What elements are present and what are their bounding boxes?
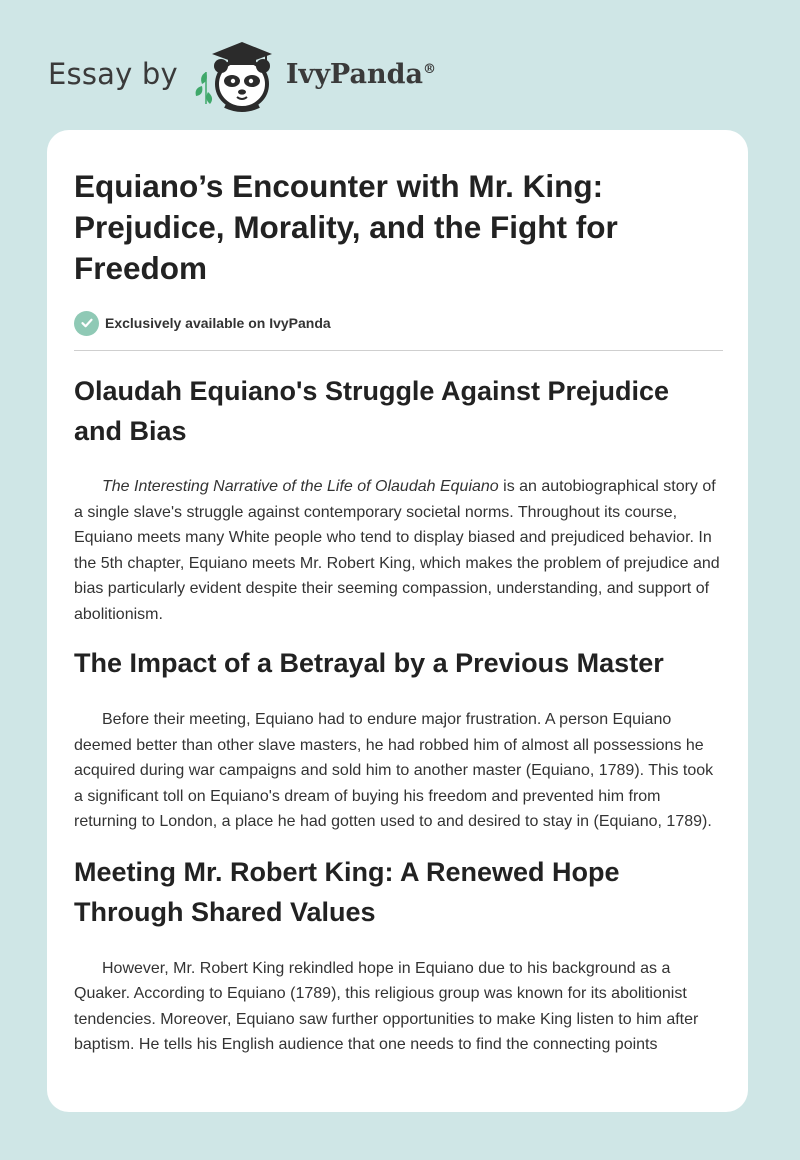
exclusive-badge [74,310,723,336]
section-paragraph: The Interesting Narrative of the Life of Olaudah Equiano is an autobiographical story of a single slave's struggle against contemporary societal norms. Throughout its course, Equiano meets many White people who tend to display biased and prejudiced behavior. In the 5th chapter, Equiano meets Mr. Robert King, which makes the problem of prejudice and bias particularly evident despite their seeming compassion, understanding, and support of abolitionism. [74,478,720,623]
checkmark-icon [74,311,99,336]
book-title: The Interesting Narrative of the Life of Olaudah Equiano [102,478,499,495]
panda-graduate-icon [192,34,282,114]
brand-name: IvyPanda® [285,58,436,90]
section-heading: Olaudah Equiano's Struggle Against Prejudice and Bias [74,376,670,446]
registered-mark: ® [422,61,436,77]
site-header [48,34,436,114]
essay-card [47,130,748,1112]
section-paragraph: However, Mr. Robert King rekindled hope in Equiano due to his background as a Quaker. According to Equiano (1789), this religious group was known for its abolitionist tendencies. Moreover, Equiano saw further opportunities to make King listen to him after baptism. He tells his English audience that one needs to find the connecting points [74,959,699,1053]
section-paragraph: Before their meeting, Equiano had to endure major frustration. A person Equiano deemed better than other slave masters, he had robbed him of almost all possessions he acquired during war campaigns and sold him to another master (Equiano, 1789). This took a significant toll on Equiano's dream of buying his freedom and prevented him from returning to London, a place he had gotten used to and desired to stay in (Equiano, 1789). [74,711,714,830]
divider [74,350,723,351]
section-heading: Meeting Mr. Robert King: A Renewed Hope Through Shared Values [74,856,620,927]
exclusive-badge-label: Exclusively available on IvyPanda [105,315,331,331]
essay-title: Equiano’s Encounter with Mr. King: Prejudice, Morality, and the Fight for Freedom [74,168,618,286]
essay-by-label: Essay by [48,57,178,91]
section-heading: The Impact of a Betrayal by a Previous Master [74,648,664,678]
